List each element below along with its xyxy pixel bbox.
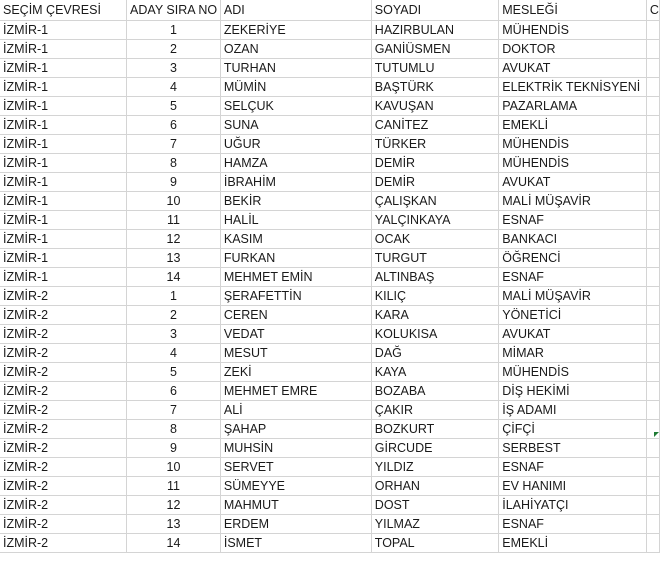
cell-meslegi[interactable]: ESNAF [499,211,647,230]
cell-soyadi[interactable]: TOPAL [371,534,498,553]
cell-secim-cevresi[interactable]: İZMİR-1 [0,116,127,135]
cell-meslegi[interactable]: ELEKTRİK TEKNİSYENİ [499,78,647,97]
cell-empty[interactable] [646,78,659,97]
cell-aday-sira-no[interactable]: 13 [127,249,221,268]
cell-soyadi[interactable]: DEMİR [371,154,498,173]
cell-aday-sira-no[interactable]: 11 [127,477,221,496]
cell-aday-sira-no[interactable]: 13 [127,515,221,534]
cell-aday-sira-no[interactable]: 1 [127,287,221,306]
cell-adi[interactable]: MÜMİN [220,78,371,97]
cell-aday-sira-no[interactable]: 5 [127,97,221,116]
cell-adi[interactable]: HALİL [220,211,371,230]
cell-secim-cevresi[interactable]: İZMİR-2 [0,306,127,325]
cell-soyadi[interactable]: YILMAZ [371,515,498,534]
cell-secim-cevresi[interactable]: İZMİR-2 [0,458,127,477]
cell-secim-cevresi[interactable]: İZMİR-1 [0,249,127,268]
cell-adi[interactable]: OZAN [220,40,371,59]
cell-empty[interactable] [646,135,659,154]
cell-aday-sira-no[interactable]: 12 [127,496,221,515]
cell-adi[interactable]: SELÇUK [220,97,371,116]
cell-secim-cevresi[interactable]: İZMİR-1 [0,97,127,116]
table-row [0,173,660,192]
cell-secim-cevresi[interactable]: İZMİR-1 [0,135,127,154]
cell-aday-sira-no[interactable]: 6 [127,116,221,135]
cell-empty[interactable] [646,192,659,211]
cell-meslegi[interactable]: ESNAF [499,268,647,287]
cell-aday-sira-no[interactable]: 2 [127,306,221,325]
cell-aday-sira-no[interactable]: 2 [127,40,221,59]
cell-secim-cevresi[interactable]: İZMİR-1 [0,154,127,173]
cell-secim-cevresi[interactable]: İZMİR-1 [0,40,127,59]
cell-empty[interactable] [646,59,659,78]
cell-empty[interactable] [646,534,659,553]
cell-secim-cevresi[interactable]: İZMİR-1 [0,59,127,78]
cell-empty[interactable] [646,116,659,135]
cell-aday-sira-no[interactable]: 12 [127,230,221,249]
cell-empty[interactable] [646,211,659,230]
cell-adi[interactable]: ZEKERİYE [220,21,371,40]
cell-adi[interactable]: HAMZA [220,154,371,173]
cell-aday-sira-no[interactable]: 9 [127,173,221,192]
cell-meslegi[interactable]: YÖNETİCİ [499,306,647,325]
cell-meslegi[interactable]: MÜHENDİS [499,363,647,382]
cell-soyadi[interactable]: GANİÜSMEN [371,40,498,59]
cell-aday-sira-no[interactable]: 10 [127,192,221,211]
header-soyadi[interactable]: SOYADI [371,0,498,21]
table-row [0,496,660,515]
table-row [0,287,660,306]
cell-soyadi[interactable]: TURGUT [371,249,498,268]
cell-aday-sira-no[interactable]: 8 [127,154,221,173]
cell-empty[interactable] [646,363,659,382]
table-row [0,116,660,135]
cell-secim-cevresi[interactable]: İZMİR-2 [0,401,127,420]
table-row [0,268,660,287]
cell-soyadi[interactable]: KOLUKISA [371,325,498,344]
table-row [0,154,660,173]
table-row [0,325,660,344]
cell-secim-cevresi[interactable]: İZMİR-1 [0,21,127,40]
cell-secim-cevresi[interactable]: İZMİR-2 [0,439,127,458]
cell-soyadi[interactable]: DEMİR [371,173,498,192]
cell-soyadi[interactable]: KILIÇ [371,287,498,306]
cell-secim-cevresi[interactable]: İZMİR-1 [0,211,127,230]
cell-empty[interactable] [646,230,659,249]
cell-secim-cevresi[interactable]: İZMİR-1 [0,78,127,97]
cell-soyadi[interactable]: ALTINBAŞ [371,268,498,287]
cell-adi[interactable]: ŞERAFETTİN [220,287,371,306]
cell-aday-sira-no[interactable]: 3 [127,59,221,78]
cell-meslegi[interactable]: MÜHENDİS [499,154,647,173]
cell-secim-cevresi[interactable]: İZMİR-2 [0,477,127,496]
cell-aday-sira-no[interactable]: 5 [127,363,221,382]
cell-meslegi[interactable]: PAZARLAMA [499,97,647,116]
cell-soyadi[interactable]: YILDIZ [371,458,498,477]
cell-aday-sira-no[interactable]: 11 [127,211,221,230]
cell-empty[interactable] [646,306,659,325]
cell-soyadi[interactable]: BOZABA [371,382,498,401]
cell-soyadi[interactable]: BAŞTÜRK [371,78,498,97]
cell-soyadi[interactable]: HAZIRBULAN [371,21,498,40]
cell-soyadi[interactable]: GİRCUDE [371,439,498,458]
cell-meslegi[interactable]: AVUKAT [499,173,647,192]
table-row [0,40,660,59]
cell-secim-cevresi[interactable]: İZMİR-1 [0,173,127,192]
cell-adi[interactable]: SUNA [220,116,371,135]
cell-empty[interactable] [646,515,659,534]
table-row [0,211,660,230]
cell-meslegi[interactable]: EV HANIMI [499,477,647,496]
cell-aday-sira-no[interactable]: 14 [127,534,221,553]
cell-adi[interactable]: TURHAN [220,59,371,78]
table-row [0,534,660,553]
cell-secim-cevresi[interactable]: İZMİR-2 [0,363,127,382]
table-row [0,477,660,496]
cell-meslegi[interactable]: ÇİFÇİ [499,420,647,439]
cell-secim-cevresi[interactable]: İZMİR-2 [0,344,127,363]
cell-meslegi[interactable]: AVUKAT [499,325,647,344]
cell-empty[interactable] [646,382,659,401]
table-row [0,363,660,382]
cell-empty[interactable] [646,325,659,344]
cell-adi[interactable]: KASIM [220,230,371,249]
cell-secim-cevresi[interactable]: İZMİR-2 [0,382,127,401]
cell-meslegi[interactable]: ÖĞRENCİ [499,249,647,268]
cell-empty[interactable] [646,21,659,40]
table-row [0,249,660,268]
table-row [0,97,660,116]
cell-adi[interactable]: CEREN [220,306,371,325]
cell-adi[interactable]: ALİ [220,401,371,420]
cell-soyadi[interactable]: CANİTEZ [371,116,498,135]
cell-aday-sira-no[interactable]: 14 [127,268,221,287]
cell-adi[interactable]: UĞUR [220,135,371,154]
cell-adi[interactable]: ZEKİ [220,363,371,382]
cell-adi[interactable]: VEDAT [220,325,371,344]
cell-soyadi[interactable]: ORHAN [371,477,498,496]
cell-secim-cevresi[interactable]: İZMİR-1 [0,192,127,211]
cell-secim-cevresi[interactable]: İZMİR-2 [0,534,127,553]
cell-secim-cevresi[interactable]: İZMİR-2 [0,496,127,515]
cell-meslegi[interactable]: DOKTOR [499,40,647,59]
cell-meslegi[interactable]: BANKACI [499,230,647,249]
cell-adi[interactable]: SÜMEYYE [220,477,371,496]
cell-meslegi[interactable]: EMEKLİ [499,116,647,135]
cell-soyadi[interactable]: ÇALIŞKAN [371,192,498,211]
cell-adi[interactable]: FURKAN [220,249,371,268]
cell-adi[interactable]: MUHSİN [220,439,371,458]
cell-meslegi[interactable]: EMEKLİ [499,534,647,553]
header-aday-sira-no[interactable]: ADAY SIRA NO [127,0,221,21]
cell-adi[interactable]: MESUT [220,344,371,363]
table-row [0,382,660,401]
cell-aday-sira-no[interactable]: 8 [127,420,221,439]
cell-aday-sira-no[interactable]: 9 [127,439,221,458]
cell-empty[interactable] [646,173,659,192]
cell-meslegi[interactable]: ESNAF [499,515,647,534]
cell-adi[interactable]: İSMET [220,534,371,553]
cell-meslegi[interactable]: İŞ ADAMI [499,401,647,420]
cell-empty[interactable] [646,287,659,306]
cell-soyadi[interactable]: DAĞ [371,344,498,363]
cell-soyadi[interactable]: DOST [371,496,498,515]
table-row [0,78,660,97]
cell-secim-cevresi[interactable]: İZMİR-1 [0,268,127,287]
cell-aday-sira-no[interactable]: 4 [127,344,221,363]
cell-aday-sira-no[interactable]: 6 [127,382,221,401]
header-meslegi[interactable]: MESLEĞİ [499,0,647,21]
cell-aday-sira-no[interactable]: 7 [127,401,221,420]
table-row [0,192,660,211]
table-row [0,458,660,477]
cell-meslegi[interactable]: AVUKAT [499,59,647,78]
cell-empty[interactable] [646,97,659,116]
table-row [0,515,660,534]
cell-adi[interactable]: MEHMET EMİN [220,268,371,287]
cell-adi[interactable]: MAHMUT [220,496,371,515]
cell-empty[interactable] [646,268,659,287]
cell-empty[interactable] [646,496,659,515]
cell-empty[interactable] [646,249,659,268]
cell-meslegi[interactable]: MÜHENDİS [499,135,647,154]
header-adi[interactable]: ADI [220,0,371,21]
cell-soyadi[interactable]: TUTUMLU [371,59,498,78]
cell-soyadi[interactable]: KAYA [371,363,498,382]
cell-empty[interactable] [646,40,659,59]
cell-secim-cevresi[interactable]: İZMİR-2 [0,515,127,534]
cell-empty[interactable] [646,477,659,496]
cell-meslegi[interactable]: ESNAF [499,458,647,477]
cell-soyadi[interactable]: BOZKURT [371,420,498,439]
table-row [0,401,660,420]
cell-adi[interactable]: BEKİR [220,192,371,211]
cell-soyadi[interactable]: YALÇINKAYA [371,211,498,230]
table-row [0,59,660,78]
table-row [0,420,660,439]
cell-meslegi[interactable]: MALİ MÜŞAVİR [499,192,647,211]
cell-meslegi[interactable]: MİMAR [499,344,647,363]
cell-soyadi[interactable]: ÇAKIR [371,401,498,420]
cell-soyadi[interactable]: KAVUŞAN [371,97,498,116]
cell-empty[interactable] [646,344,659,363]
cell-meslegi[interactable]: DİŞ HEKİMİ [499,382,647,401]
cell-adi[interactable]: MEHMET EMRE [220,382,371,401]
cell-empty[interactable] [646,154,659,173]
cell-indicator-mark [654,432,659,437]
cell-empty[interactable] [646,458,659,477]
table-row [0,21,660,40]
header-next-column[interactable]: C [646,0,659,21]
cell-adi[interactable]: ERDEM [220,515,371,534]
cell-secim-cevresi[interactable]: İZMİR-2 [0,420,127,439]
cell-meslegi[interactable]: İLAHİYATÇI [499,496,647,515]
cell-secim-cevresi[interactable]: İZMİR-2 [0,287,127,306]
table-row [0,230,660,249]
cell-adi[interactable]: SERVET [220,458,371,477]
cell-empty[interactable] [646,439,659,458]
table-row [0,439,660,458]
cell-meslegi[interactable]: MÜHENDİS [499,21,647,40]
cell-aday-sira-no[interactable]: 4 [127,78,221,97]
cell-adi[interactable]: ŞAHAP [220,420,371,439]
cell-aday-sira-no[interactable]: 10 [127,458,221,477]
header-row [0,0,660,21]
cell-aday-sira-no[interactable]: 7 [127,135,221,154]
cell-aday-sira-no[interactable]: 1 [127,21,221,40]
cell-empty[interactable] [646,401,659,420]
cell-adi[interactable]: İBRAHİM [220,173,371,192]
cell-aday-sira-no[interactable]: 3 [127,325,221,344]
table-row [0,135,660,154]
cell-secim-cevresi[interactable]: İZMİR-2 [0,325,127,344]
cell-soyadi[interactable]: KARA [371,306,498,325]
header-secim-cevresi[interactable]: SEÇİM ÇEVRESİ [0,0,127,21]
table-row [0,344,660,363]
cell-soyadi[interactable]: TÜRKER [371,135,498,154]
cell-soyadi[interactable]: OCAK [371,230,498,249]
cell-secim-cevresi[interactable]: İZMİR-1 [0,230,127,249]
cell-meslegi[interactable]: SERBEST [499,439,647,458]
table-row [0,306,660,325]
cell-meslegi[interactable]: MALİ MÜŞAVİR [499,287,647,306]
